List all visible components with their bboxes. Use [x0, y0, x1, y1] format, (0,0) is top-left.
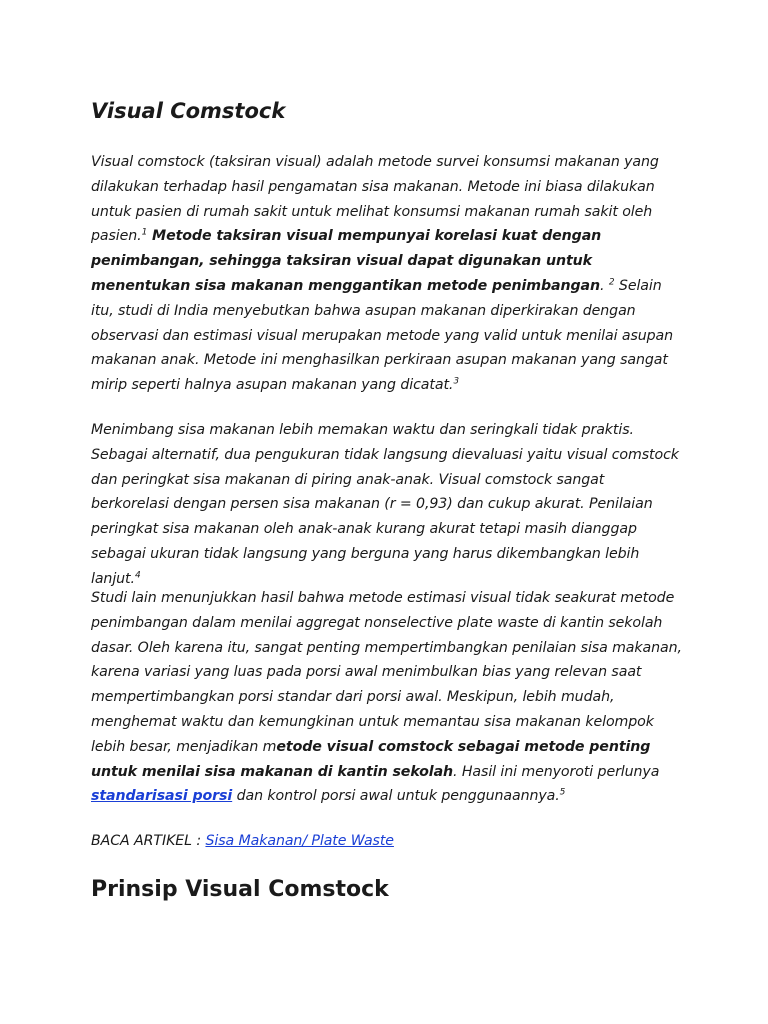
footnote-ref-5: 5 [559, 787, 566, 798]
read-article-label: BACA ARTIKEL : [91, 833, 206, 849]
section-heading-prinsip: Prinsip Visual Comstock [91, 877, 389, 902]
read-article-line [91, 829, 684, 854]
term-visual-comstock-3: Visual comstock [438, 471, 553, 488]
term-visual-comstock: Visual comstock [91, 154, 205, 170]
bold-statement-correlation: Metode taksiran visual mempunyai korelasi kuat dengan penimbangan, sehingga taksiran visual dapat digunakan untuk menentukan sisa makanan menggantikan metode penimbangan [91, 228, 602, 294]
link-sisa-makanan[interactable]: Sisa Makanan/ Plate Waste [205, 833, 394, 849]
footnote-ref-3: 3 [453, 376, 459, 387]
term-visual-comstock-2: visual comstock [566, 446, 679, 463]
link-standarisasi-porsi[interactable]: standarisasi porsi [91, 788, 233, 805]
footnote-ref-2: 2 [608, 277, 615, 288]
term-aggregat: aggregat nonselective plate waste [296, 614, 539, 631]
footnote-ref-4: 4 [134, 570, 141, 581]
paragraph-definition: Visual comstock (taksiran visual) adalah metode survei konsumsi makanan yang dilakukan terhadap hasil pengamatan sisa makanan. Metode ini biasa dilakukan untuk pasien di rumah sakit untuk melihat konsumsi makanan rumah sakit oleh pasien.$^1$ Metode taksiran visual mempunyai korelasi kuat dengan penimbangan, sehingga taksiran visual dapat digunakan untuk menentukan sisa makanan menggantikan metode penimbangan. $^2$ Selain itu, studi di India menyebutkan bahwa asupan makanan diperkirakan dengan observasi dan estimasi visual merupakan metode yang valid untuk menilai asupan makanan anak. Metode ini menghasilkan perkiraan asupan makanan yang sangat mirip seperti halnya asupan makanan yang dicatat.$^3$ [91, 154, 674, 394]
paragraph-other-study: Studi lain menunjukkan hasil bahwa metode estimasi visual tidak seakurat metode penimbangan dalam menilai aggregat nonselective plate waste di kantin sekolah dasar. Oleh karena itu, sangat penting mempertimbangkan penilaian sisa makanan, karena variasi yang luas pada porsi awal menimbulkan bias yang relevan saat mempertimbangkan porsi standar dari porsi awal. Meskipun, lebih mudah, menghemat waktu dan kemungkinan untuk memantau sisa makanan kelompok lebih besar, menjadikan metode visual comstock sebagai metode penting untuk menilai sisa makanan di kantin sekolah. Hasil ini menyoroti perlunya standarisasi porsi dan kontrol porsi awal untuk penggunaannya.$^5$ [91, 590, 682, 805]
footnote-ref-1: 1 [141, 227, 148, 238]
bold-statement-method: etode visual comstock sebagai metode penting untuk menilai sisa makanan di kantin sekolah [91, 738, 651, 780]
section-heading-visual-comstock: Visual Comstock [91, 99, 286, 123]
paragraph-weighing: Menimbang sisa makanan lebih memakan waktu dan seringkali tidak praktis. Sebagai alternatif, dua pengukuran tidak langsung dievaluasi yaitu visual comstock dan peringkat sisa makanan di piring anak-anak. Visual comstock sangat berkorelasi dengan persen sisa makanan (r = 0,93) dan cukup akurat. Penilaian peringkat sisa makanan oleh anak-anak kurang akurat tetapi masih dianggap sebagai ukuran tidak langsung yang berguna yang harus dikembangkan lebih lanjut.$^4$ [91, 422, 679, 587]
